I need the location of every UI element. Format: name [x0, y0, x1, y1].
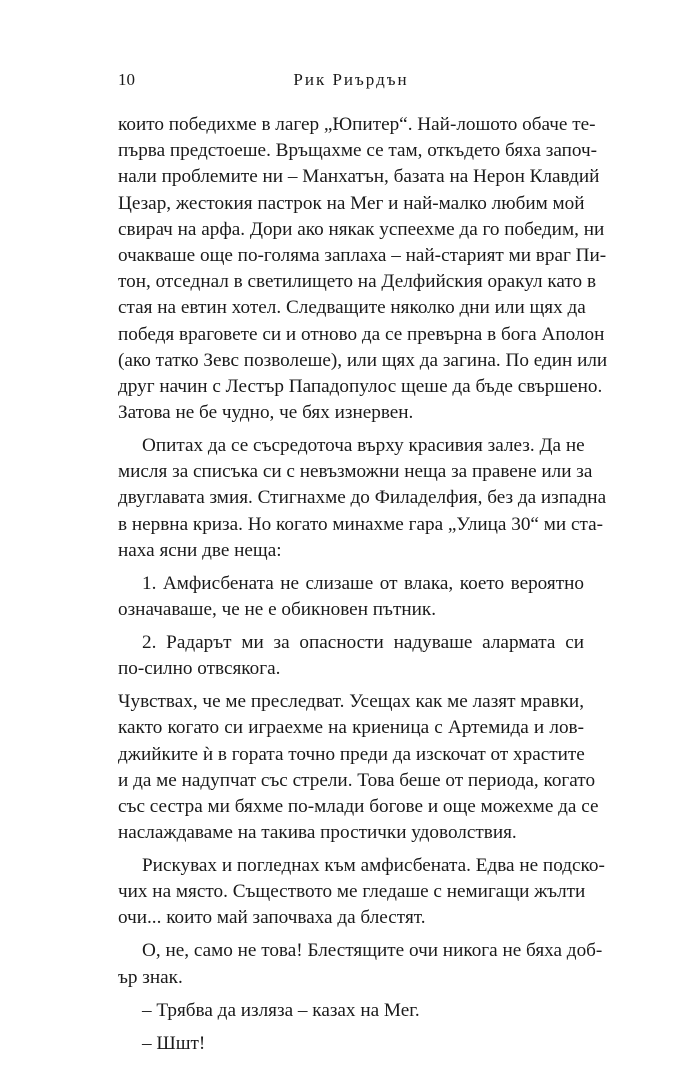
paragraph-gap: [118, 932, 584, 939]
paragraph-gap: [118, 564, 584, 571]
text-line: 1. Амфисбената не слизаше от влака, което вероятно: [142, 572, 584, 594]
paragraph: [118, 630, 584, 682]
body-text: [118, 112, 608, 1057]
text-line: – Шшт!: [142, 1032, 206, 1054]
paragraph: [118, 112, 608, 426]
paragraph-gap: [118, 846, 584, 853]
text-line: със сестра ми бяхме по-млади богове и още можехме да се: [118, 795, 599, 817]
text-line: джийките ѝ в гората точно преди да изскочат от храстите: [118, 743, 585, 765]
text-line: двуглавата змия. Стигнахме до Филаделфия, без да изпадна: [118, 487, 607, 509]
paragraph-gap: [118, 682, 584, 689]
paragraph-gap: [118, 1024, 584, 1031]
text-line: очи... които май започваха да блестят.: [118, 907, 426, 929]
text-line: мисля за списъка си с невъзможни неща за правене или за: [118, 461, 593, 483]
text-line: победя враговете си и отново да се превърна в бога Аполон: [118, 323, 605, 345]
text-line: тон, отседнал в светилището на Делфийския оракул като в: [118, 271, 596, 293]
text-line: Цезар, жестокия пастрок на Мег и най-малко любим мой: [118, 192, 585, 214]
running-header: [118, 70, 584, 94]
text-line: които победихме в лагер „Юпитер“. Най-лошото обаче те-: [118, 114, 596, 135]
text-line: по-силно отвсякога.: [118, 658, 281, 680]
text-line: (ако татко Зевс позволеше), или щях да загина. По един или: [118, 349, 608, 371]
running-title: Рик Риърдън: [293, 70, 409, 89]
text-line: ър знак.: [118, 966, 183, 988]
text-line: наха ясни две неща:: [118, 539, 282, 561]
text-line: свирач на арфа. Дори ако някак успеехме да го победим, ни: [118, 218, 605, 240]
text-line: стая на евтин хотел. Следващите няколко дни или щях да: [118, 297, 586, 319]
paragraph: [118, 571, 584, 623]
text-line: наслаждаваме на такива простички удоволствия.: [118, 822, 517, 844]
paragraph-gap: [118, 991, 584, 998]
text-line: – Трябва да изляза – казах на Мег.: [142, 999, 420, 1021]
paragraph: [118, 433, 607, 564]
text-line: Рискувах и погледнах към амфисбената. Едва не подско-: [142, 855, 605, 877]
text-line: означаваше, че не е обикновен пътник.: [118, 598, 436, 620]
paragraph: [118, 1031, 584, 1057]
text-line: О, не, само не това! Блестящите очи никога не бяха доб-: [142, 940, 603, 962]
text-line: в нервна криза. Но когато минахме гара „Улица 30“ ми ста-: [118, 513, 603, 535]
text-line: 2. Радарът ми за опасности надуваше алармата си: [142, 631, 584, 653]
text-line: както когато си играехме на криеница с Артемида и лов-: [118, 717, 584, 739]
paragraph: [118, 689, 599, 846]
text-line: Опитах да се съсредоточа върху красивия залез. Да не: [142, 435, 585, 457]
text-line: и да ме надупчат със стрели. Това беше от периода, когато: [118, 769, 596, 791]
text-line: друг начин с Лестър Пападопулос щеше да бъде свършено.: [118, 375, 603, 397]
paragraph-gap: [118, 426, 584, 433]
text-line: очакваше още по-голяма заплаха – най-старият ми враг Пи-: [118, 244, 607, 266]
text-line: първа предстоеше. Връщахме се там, откъдето бяха започ-: [118, 140, 598, 162]
text-line: чих на място. Съществото ме гледаше с немигащи жълти: [118, 881, 586, 903]
page-number: 10: [118, 70, 135, 89]
paragraph-gap: [118, 623, 584, 630]
text-line: нали проблемите ни – Манхатън, базата на Нерон Клавдий: [118, 166, 600, 188]
paragraph: [118, 998, 584, 1024]
paragraph: [118, 938, 603, 990]
paragraph: [118, 853, 605, 932]
text-line: Чувствах, че ме преследват. Усещах как ме лазят мравки,: [118, 691, 584, 713]
text-line: Затова не бе чудно, че бях изнервен.: [118, 402, 414, 424]
